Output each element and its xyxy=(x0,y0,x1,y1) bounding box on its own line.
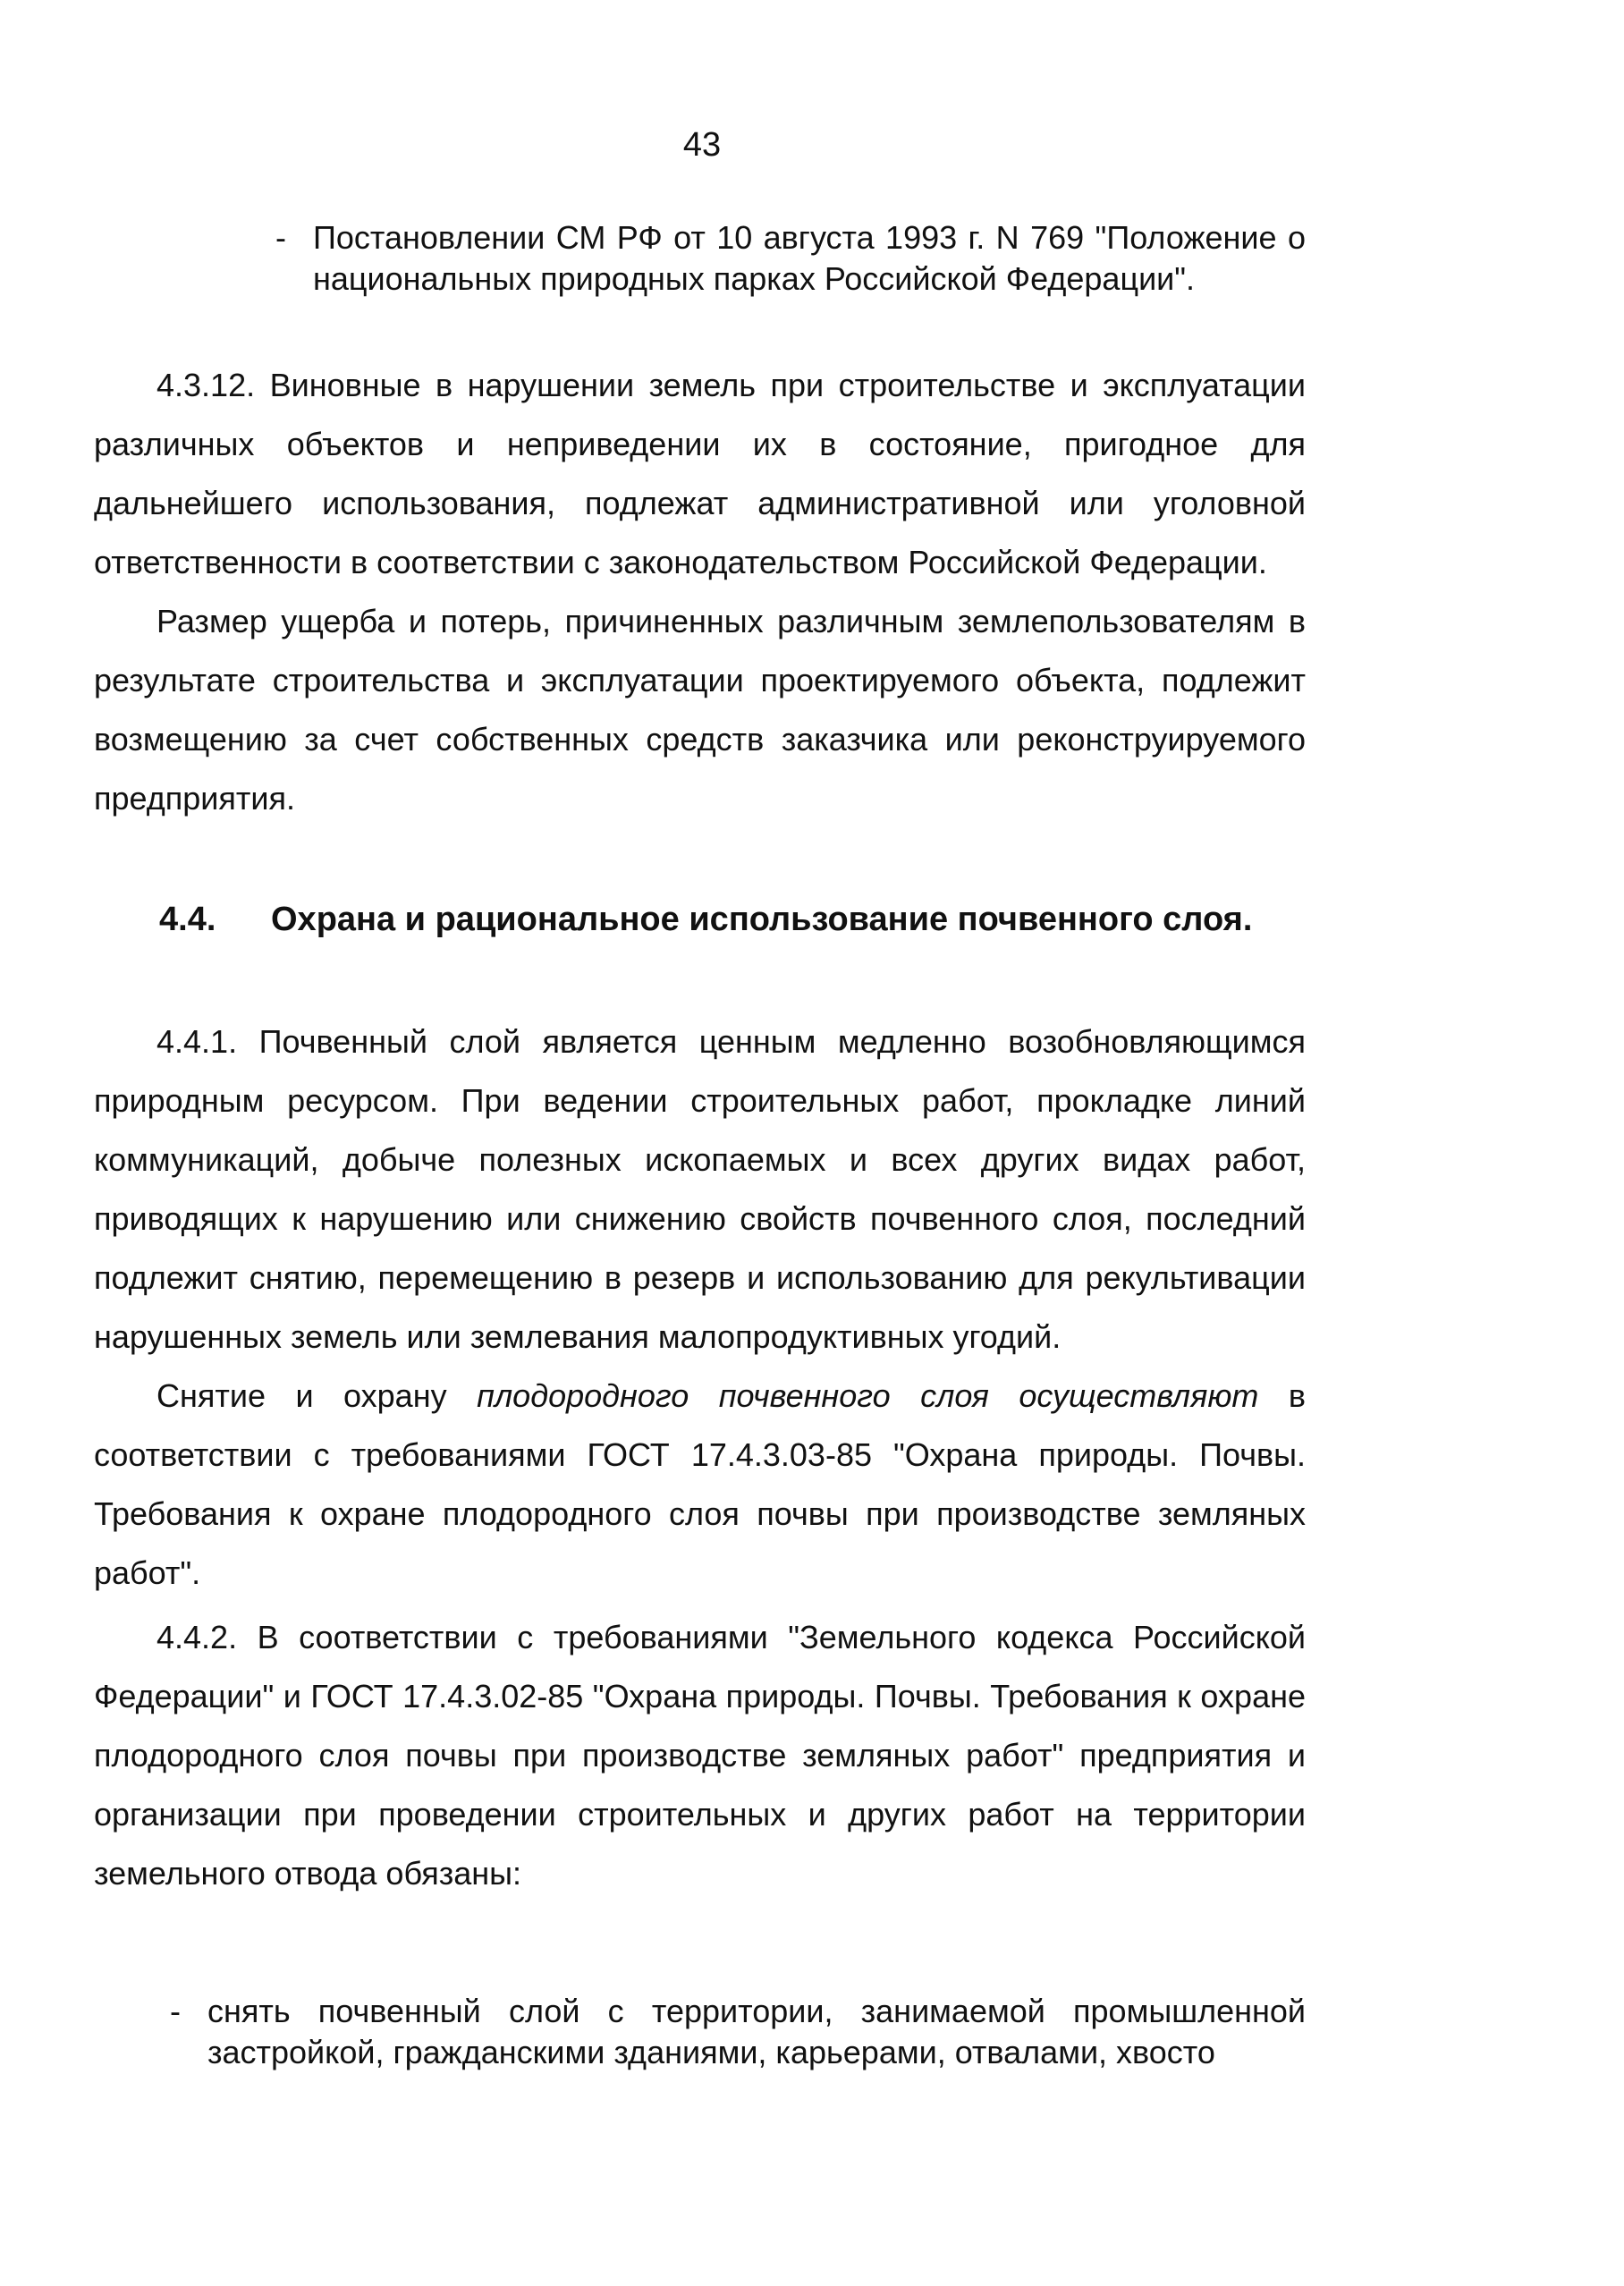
section-title: Охрана и рациональное использование почвенного слоя. xyxy=(271,901,1253,938)
list-dash: - xyxy=(275,219,286,256)
paragraph-removal xyxy=(94,1367,1306,1603)
removal-text-italic: плодородного почвенного слоя осуществляют xyxy=(477,1377,1259,1414)
list-item-decree xyxy=(275,217,1306,300)
section-number: 4.4. xyxy=(159,901,216,938)
paragraph-4-3-12: 4.3.12. Виновные в нарушении земель при строительстве и эксплуатации различных объектов и неприведении их в состояние, пригодное для дальнейшего использования, подлежат административной или уголовной ответственности в соответствии с законодательством Российской Федерации. xyxy=(94,367,1306,580)
removal-text-start: Снятие и охрану xyxy=(156,1377,478,1414)
section-4-4-body xyxy=(94,1012,1306,1903)
paragraph-4-4-1: 4.4.1. Почвенный слой является ценным медленно возобновляющимся природным ресурсом. При ведении строительных работ, прокладке линий коммуникаций, добыче полезных ископаемых и всех других видах работ, приводящих к нарушению или снижению свойств почвенного слоя, последний подлежит снятию, перемещению в резерв и использованию для рекультивации нарушенных земель или землевания малопродуктивных угодий. xyxy=(94,1023,1306,1355)
list-item-text: Постановлении СМ РФ от 10 августа 1993 г. N 769 "Положение о национальных природных парках Российской Федерации". xyxy=(313,219,1306,297)
paragraph-4-4-2: 4.4.2. В соответствии с требованиями "Земельного кодекса Российской Федерации" и ГОСТ 17.4.3.02-85 "Охрана природы. Почвы. Требования к охране плодородного слоя почвы при производстве земляных работ" предприятия и организации при проведении строительных и других работ на территории земельного отвода обязаны: xyxy=(94,1619,1306,1892)
list-item-text: снять почвенный слой с территории, занимаемой промышленной застройкой, гражданскими зданиями, карьерами, отвалами, хвосто xyxy=(207,1993,1306,2070)
list-dash: - xyxy=(170,1993,181,2029)
paragraph-damage: Размер ущерба и потерь, причиненных различным землепользователям в результате строительства и эксплуатации проектируемого объекта, подлежит возмещению за счет собственных средств заказчика или реконструируемого предприятия. xyxy=(94,603,1306,817)
page-number: 43 xyxy=(682,126,722,164)
section-4-3-12 xyxy=(94,356,1306,828)
list-item-remove-soil xyxy=(170,1991,1306,2073)
removal-text-end: в соответствии с требованиями ГОСТ 17.4.3.03-85 "Охрана природы. Почвы. Требования к охране плодородного слоя почвы при производстве земляных работ". xyxy=(94,1377,1306,1591)
